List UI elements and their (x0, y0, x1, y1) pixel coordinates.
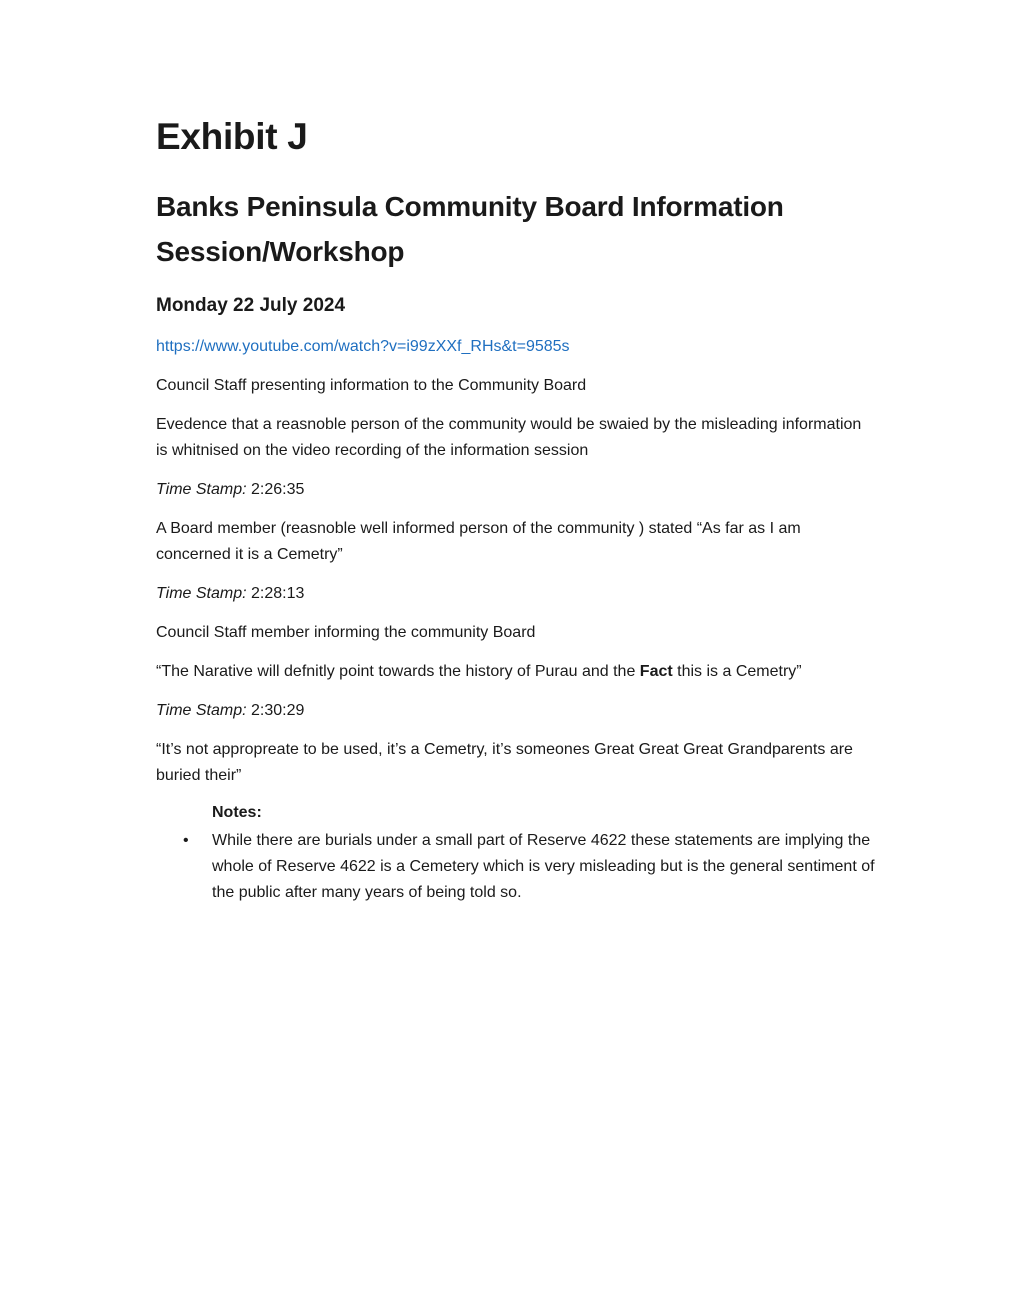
intro-paragraph: Council Staff presenting information to the Community Board (156, 377, 587, 394)
document-page (156, 112, 876, 906)
bullet-icon: • (183, 832, 189, 849)
exhibit-title: Exhibit J (156, 116, 308, 157)
staff-member-quote (156, 659, 876, 685)
time-stamp-label: Time Stamp: (156, 702, 247, 719)
session-title: Banks Peninsula Community Board Information Session/Workshop (156, 191, 784, 267)
notes-section (183, 800, 876, 906)
time-stamp-2 (156, 581, 876, 607)
time-stamp-value: 2:28:13 (251, 585, 305, 602)
evidence-paragraph: Evedence that a reasnoble person of the community would be swaied by the misleading information is whitnised on the video recording of the information session (156, 416, 862, 459)
notes-list (183, 828, 876, 906)
time-stamp-value: 2:26:35 (251, 481, 305, 498)
time-stamp-3 (156, 698, 876, 724)
time-stamp-label: Time Stamp: (156, 585, 247, 602)
board-member-statement: A Board member (reasnoble well informed person of the community ) stated “As far as I am concerned it is a Cemetry” (156, 520, 801, 563)
time-stamp-label: Time Stamp: (156, 481, 247, 498)
staff-quote-cemetery: “It’s not appropreate to be used, it’s a Cemetry, it’s someones Great Great Great Grandparents are buried their” (156, 741, 853, 784)
video-link[interactable]: https://www.youtube.com/watch?v=i99zXXf_RHs&t=9585s (156, 338, 570, 355)
notes-list-item (183, 828, 876, 906)
time-stamp-value: 2:30:29 (251, 702, 305, 719)
date-heading: Monday 22 July 2024 (156, 295, 346, 316)
note-text: While there are burials under a small part of Reserve 4622 these statements are implying the whole of Reserve 4622 is a Cemetery which is very misleading but is the general sentiment of the public after many years of being told so. (212, 832, 875, 901)
staff-member-intro: Council Staff member informing the community Board (156, 624, 536, 641)
time-stamp-1 (156, 477, 876, 503)
quote-text-after: this is a Cemetry” (672, 663, 802, 680)
quote-bold-fact: Fact (639, 663, 673, 680)
notes-title: Notes: (212, 804, 262, 821)
quote-text-before: “The Narative will defnitly point towards the history of Purau and the (156, 663, 640, 680)
